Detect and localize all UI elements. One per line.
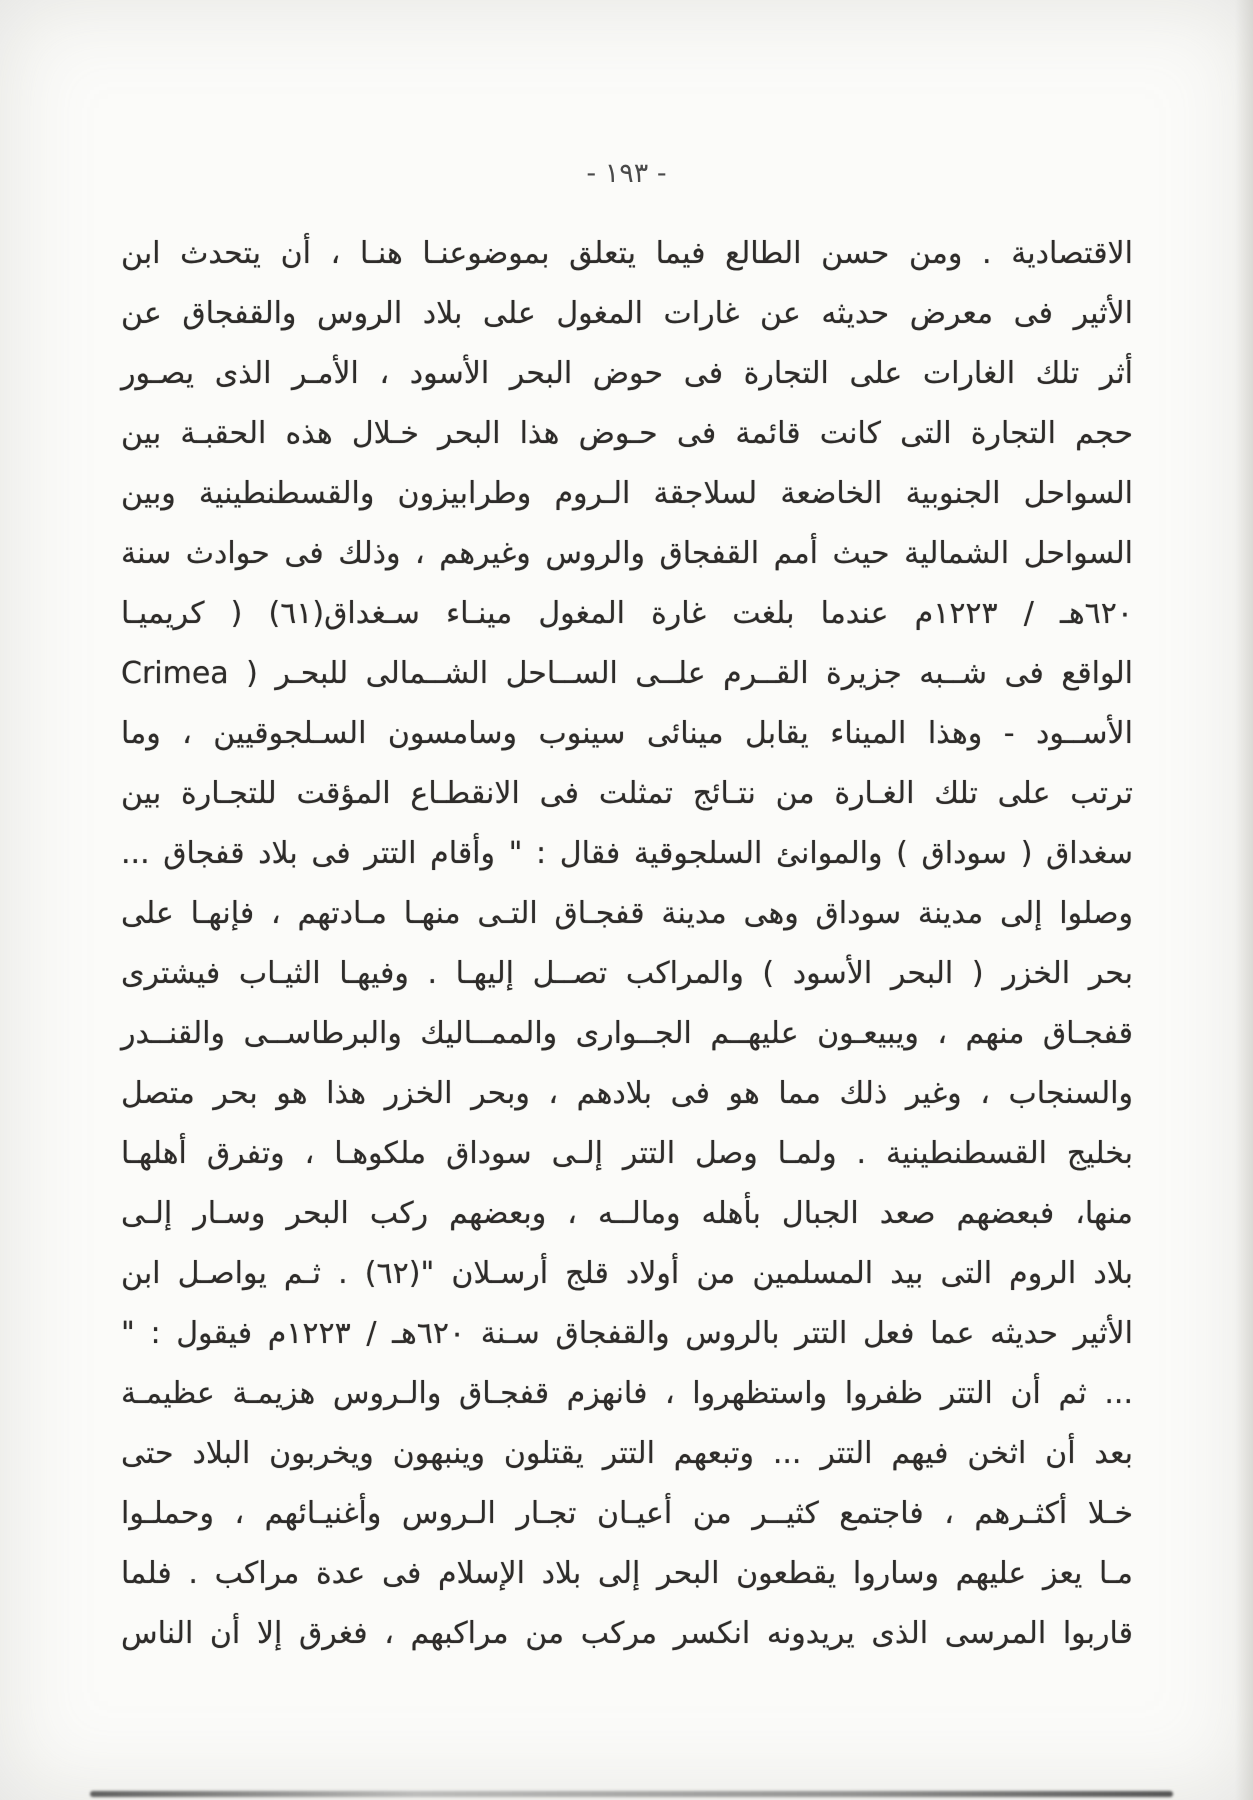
text-line: وصلوا إلى مدينة سوداق وهى مدينة قفجـاق التـى منهـا مـادتهم ، فإنهـا على — [121, 896, 1133, 931]
text-line: الاقتصادية . ومن حسن الطالع فيما يتعلق بموضوعنـا هنـا ، أن يتحدث ابن — [121, 236, 1133, 271]
text-line: ٦٢٠هـ / ١٢٢٣م عندما بلغت غارة المغول مينـاء سـغداق(٦١) ( كريميـا — [121, 596, 1133, 631]
text-line: ترتب على تلك الغـارة من نتـائج تمثلت فى الانقطـاع المؤقت للتجـارة بين — [121, 776, 1133, 811]
text-line: أثر تلك الغارات على التجارة فى حوض البحر الأسود ، الأمـر الذى يصـور — [121, 356, 1133, 391]
text-line: سغداق ( سوداق ) والموانئ السلجوقية فقال : " وأقام التتر فى بلاد قفجاق ... — [121, 836, 1133, 871]
text-line: قفجـاق منهم ، ويبيعـون عليهــم الجــوارى والممــاليك والبرطاســى والقنــدر — [121, 1016, 1133, 1051]
text-line: قاربوا المرسى الذى يريدونه انكسر مركب من مراكبهم ، فغرق إلا أن الناس — [121, 1616, 1133, 1651]
page-number: - ١٩٣ - — [586, 158, 667, 189]
text-line: بلاد الروم التى بيد المسلمين من أولاد قلج أرسـلان "(٦٢) . ثـم يواصـل ابن — [121, 1256, 1133, 1291]
text-line: الواقع فى شــبه جزيرة القــرم علــى الســاحل الشــمالى للبحـر ( Crimea — [121, 656, 1133, 691]
text-line: السواحل الشمالية حيث أمم القفجاق والروس وغيرهم ، وذلك فى حوادث سنة — [121, 536, 1133, 571]
body-text — [121, 224, 1133, 1664]
text-line: الأثير حديثه عما فعل التتر بالروس والقفجاق سـنة ٦٢٠هـ / ١٢٢٣م فيقول : " — [121, 1316, 1133, 1351]
text-line: منها، فبعضهم صعد الجبال بأهله ومالــه ، وبعضهم ركب البحر وسـار إلـى — [121, 1196, 1133, 1231]
text-line: بحر الخزر ( البحر الأسود ) والمراكب تصــل إليهـا . وفيهـا الثيـاب فيشترى — [121, 956, 1133, 991]
text-line: بعد أن اثخن فيهم التتر ... وتبعهم التتر يقتلون وينبهون ويخربون البلاد حتى — [121, 1436, 1133, 1471]
text-line: خـلا أكثـرهم ، فاجتمع كثيــر من أعيـان تجـار الـروس وأغنيـائهم ، وحملـوا — [121, 1496, 1133, 1531]
text-line: الأســود - وهذا الميناء يقابل مينائى سينوب وسامسون السـلجوقيين ، وما — [121, 716, 1133, 751]
text-line: الأثير فى معرض حديثه عن غارات المغول على بلاد الروس والقفجاق عن — [121, 296, 1133, 331]
scan-shadow-right-edge — [1235, 0, 1253, 1800]
text-line: بخليج القسطنطينية . ولمـا وصل التتر إلـى سوداق ملكوهـا ، وتفرق أهلهـا — [121, 1136, 1133, 1171]
scan-shadow-bottom-edge — [90, 1791, 1173, 1797]
text-line: حجم التجارة التى كانت قائمة فى حـوض هذا البحر خـلال هذه الحقبـة بين — [121, 416, 1133, 451]
text-line: السواحل الجنوبية الخاضعة لسلاجقة الـروم وطرابيزون والقسطنطينية وبين — [121, 476, 1133, 511]
text-line: ... ثم أن التتر ظفروا واستظهروا ، فانهزم قفجـاق والـروس هزيمـة عظيمـة — [121, 1376, 1133, 1411]
text-line: والسنجاب ، وغير ذلك مما هو فى بلادهم ، وبحر الخزر هذا هو بحر متصل — [121, 1076, 1133, 1111]
text-line: مـا يعز عليهم وساروا يقطعون البحر إلى بلاد الإسلام فى عدة مراكب . فلما — [121, 1556, 1133, 1591]
